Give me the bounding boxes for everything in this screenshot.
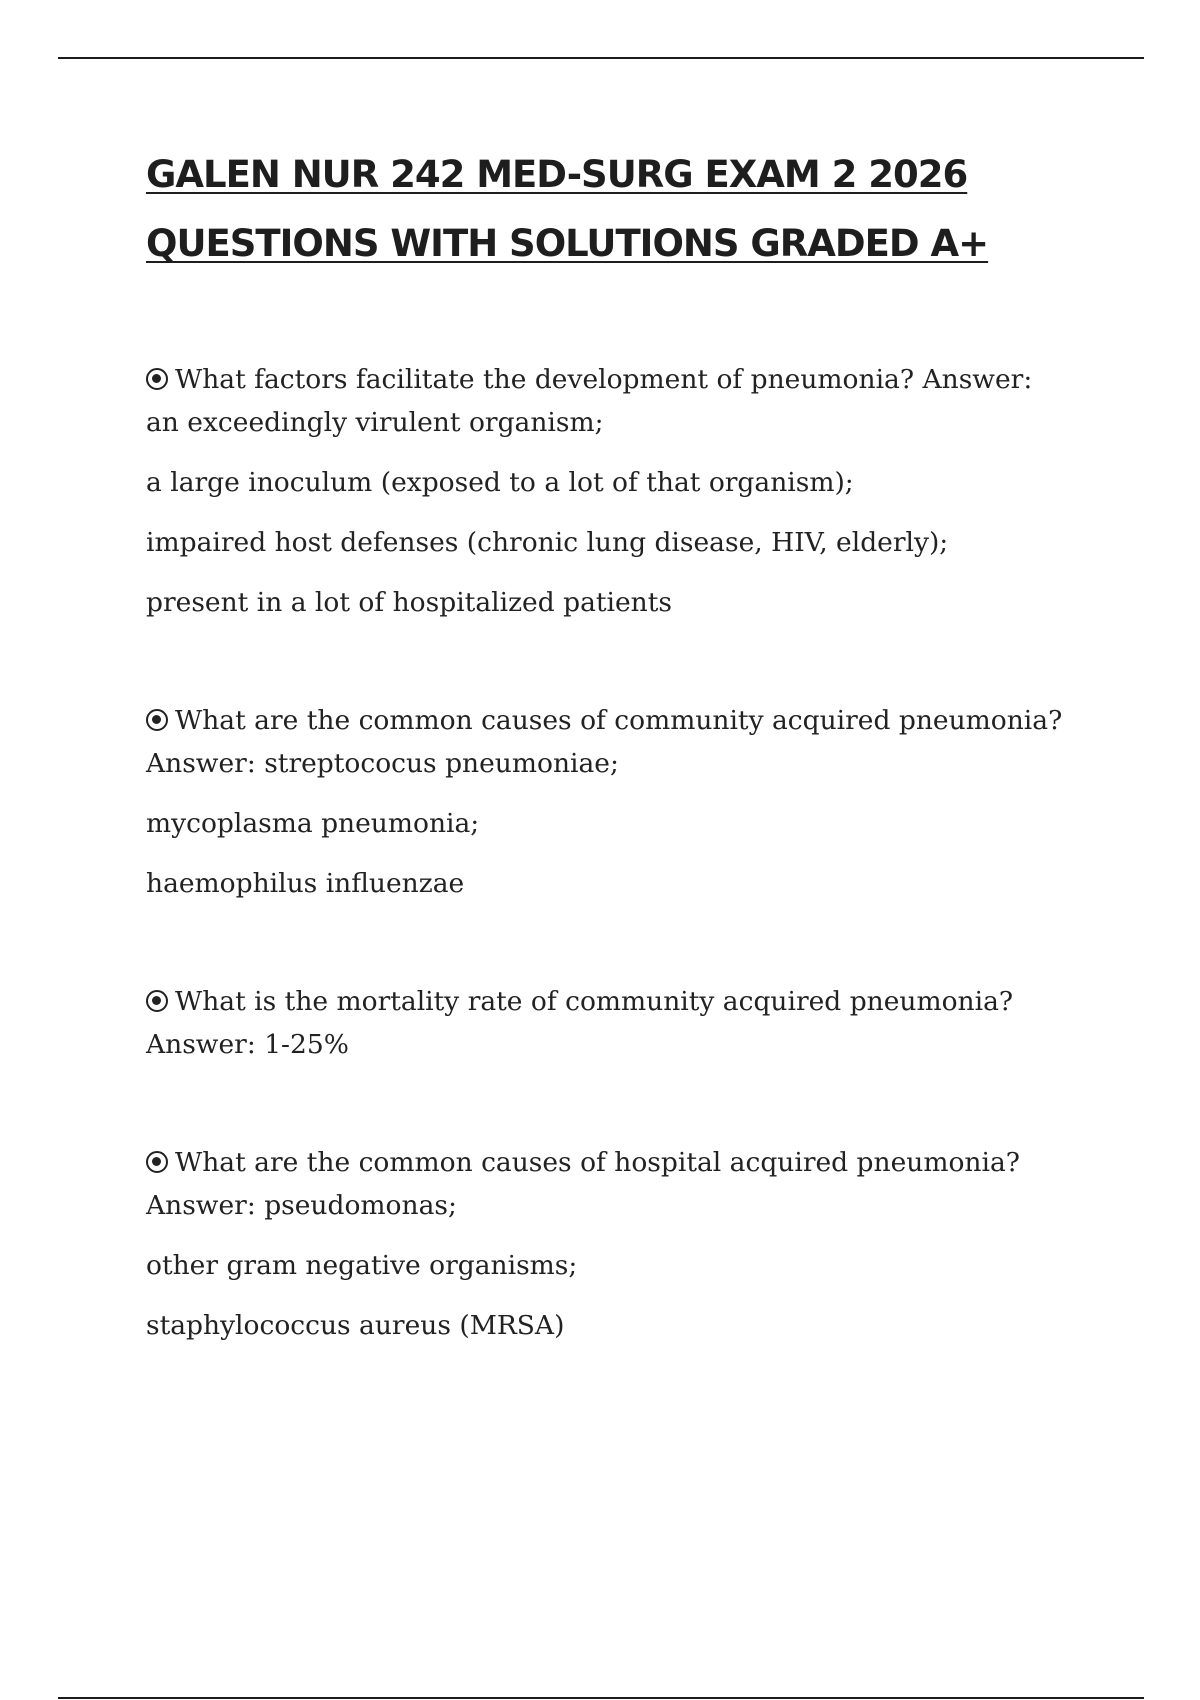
qa-item	[146, 358, 1106, 624]
footer-rule	[58, 1697, 1144, 1699]
radio-bullet-icon	[146, 990, 168, 1012]
question-text: What factors facilitate the development of pneumonia? Answer:	[175, 364, 1033, 395]
radio-bullet-icon	[146, 368, 168, 390]
answer-detail: present in a lot of hospitalized patients	[146, 587, 672, 618]
header-rule	[58, 57, 1144, 59]
document-title	[146, 140, 1106, 278]
qa-item	[146, 980, 1106, 1066]
answer-detail: mycoplasma pneumonia;	[146, 808, 480, 839]
question-text: What are the common causes of community acquired pneumonia?	[175, 705, 1063, 736]
answer-detail: staphylococcus aureus (MRSA)	[146, 1310, 565, 1341]
qa-item	[146, 1141, 1106, 1347]
qa-list	[146, 358, 1106, 1347]
qa-item	[146, 699, 1106, 905]
answer-text: Answer: streptococus pneumoniae;	[146, 748, 619, 779]
question-text: What is the mortality rate of community acquired pneumonia?	[175, 986, 1014, 1017]
answer-detail: other gram negative organisms;	[146, 1250, 578, 1281]
question-text: What are the common causes of hospital acquired pneumonia?	[175, 1147, 1020, 1178]
radio-bullet-icon	[146, 1151, 168, 1173]
answer-text: Answer: pseudomonas;	[146, 1190, 457, 1221]
document-body	[146, 140, 1106, 1415]
answer-detail: impaired host defenses (chronic lung disease, HIV, elderly);	[146, 527, 949, 558]
answer-text: Answer: 1-25%	[146, 1029, 349, 1060]
title-line-1: GALEN NUR 242 MED-SURG EXAM 2 2026	[146, 153, 968, 196]
answer-detail: a large inoculum (exposed to a lot of that organism);	[146, 467, 854, 498]
radio-bullet-icon	[146, 709, 168, 731]
answer-detail: haemophilus influenzae	[146, 868, 465, 899]
title-line-2: QUESTIONS WITH SOLUTIONS GRADED A+	[146, 222, 989, 265]
answer-text: an exceedingly virulent organism;	[146, 407, 604, 438]
